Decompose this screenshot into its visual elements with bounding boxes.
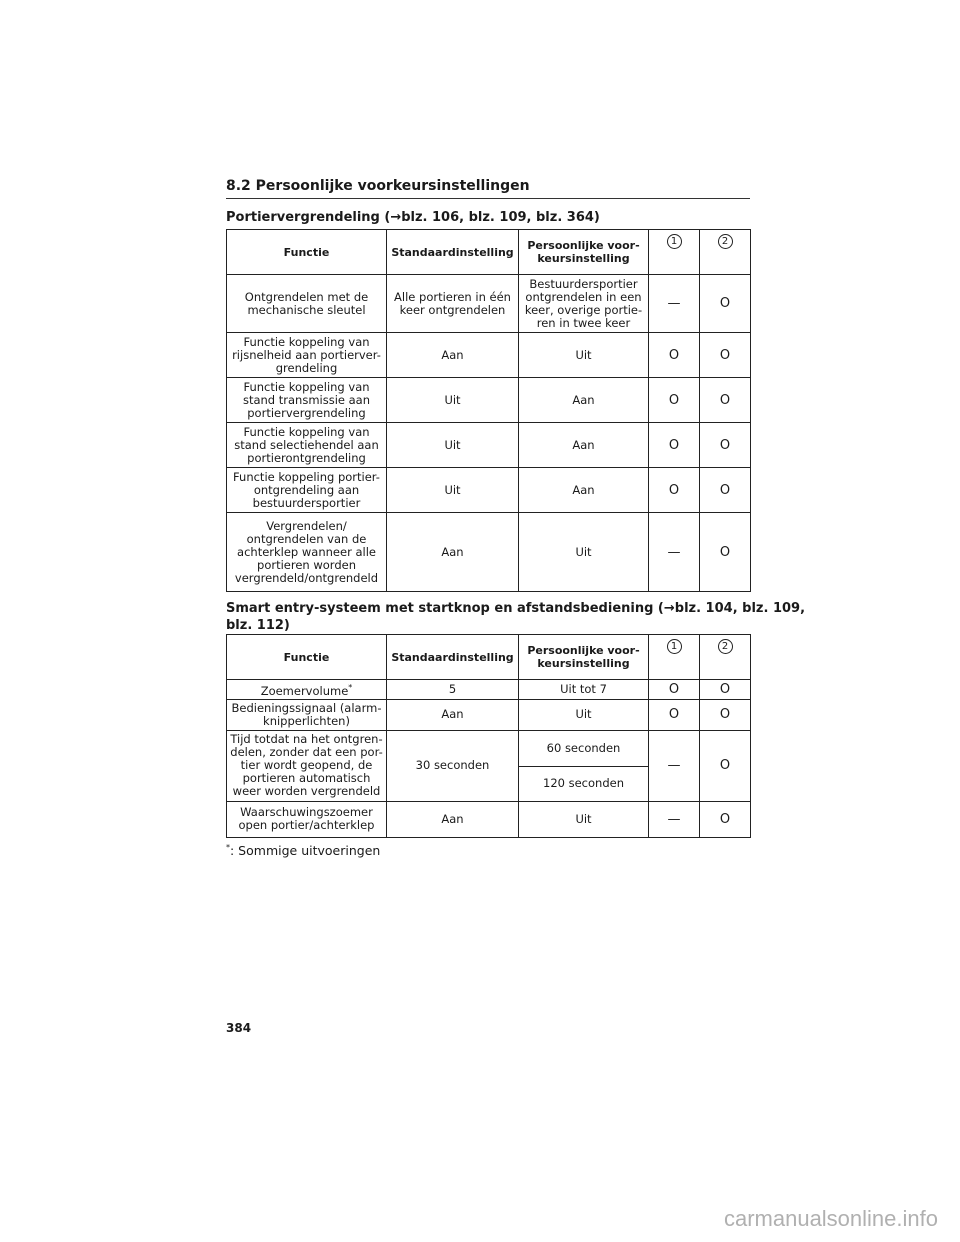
cell-functie: Vergrendelen/ ontgrendelen van de achterklep wanneer alle portieren worden vergrendeld/ontgrendeld [227, 513, 387, 592]
cell-functie: Functie koppeling van rijsnelheid aan portierver- grendeling [227, 333, 387, 378]
cell-standaard: Aan [387, 699, 519, 730]
footnote-marker: * [348, 683, 353, 692]
header-functie: Functie [227, 635, 387, 680]
cell-persoonlijk: Aan [519, 468, 649, 513]
cell-col1: O [649, 699, 700, 730]
footnote [226, 843, 380, 858]
cell-functie: Functie koppeling portier- ontgrendeling aan bestuurdersportier [227, 468, 387, 513]
circled-number-2-icon: 2 [718, 234, 733, 249]
cell-persoonlijk: Bestuurdersportier ontgrendelen in een keer, overige portie- ren in twee keer [519, 275, 649, 333]
watermark: carmanualsonline.info [723, 1206, 938, 1231]
cell-col1: — [649, 730, 700, 801]
header-column-2 [700, 635, 751, 680]
table-smart-entry [226, 634, 751, 838]
table-row [227, 730, 751, 766]
cell-col2: O [700, 513, 751, 592]
cell-col2: O [700, 423, 751, 468]
cell-persoonlijk: Uit [519, 333, 649, 378]
cell-col2: O [700, 378, 751, 423]
cell-persoonlijk: Uit [519, 699, 649, 730]
table2-title: Smart entry-systeem met startknop en afstandsbediening (→blz. 104, blz. 109, blz. 112) [226, 601, 806, 633]
header-standaardinstelling: Standaardinstelling [387, 635, 519, 680]
cell-standaard: Uit [387, 378, 519, 423]
cell-standaard: 30 seconden [387, 730, 519, 801]
cell-persoonlijk: Uit [519, 513, 649, 592]
table-row [227, 468, 751, 513]
table-row [227, 680, 751, 700]
cell-standaard: Alle portieren in één keer ontgrendelen [387, 275, 519, 333]
page-number: 384 [226, 1021, 252, 1035]
cell-standaard: Uit [387, 423, 519, 468]
cell-functie: Ontgrendelen met de mechanische sleutel [227, 275, 387, 333]
cell-functie [227, 680, 387, 700]
zoemervolume-label: Zoemervolume [260, 683, 349, 698]
cell-persoonlijk: Aan [519, 378, 649, 423]
table-row [227, 699, 751, 730]
cell-standaard: Uit [387, 468, 519, 513]
table-row [227, 423, 751, 468]
cell-standaard: Aan [387, 801, 519, 837]
cell-standaard: 5 [387, 680, 519, 700]
cell-col1: O [649, 423, 700, 468]
table-row [227, 378, 751, 423]
section-header: 8.2 Persoonlijke voorkeursinstellingen [226, 178, 750, 199]
cell-functie: Waarschuwingszoemer open portier/achterklep [227, 801, 387, 837]
cell-functie: Functie koppeling van stand transmissie aan portiervergrendeling [227, 378, 387, 423]
header-column-1 [649, 635, 700, 680]
cell-functie: Tijd totdat na het ontgren- delen, zonder dat een por- tier wordt geopend, de portieren automatisch weer worden vergrendeld [227, 730, 387, 801]
header-column-2 [700, 230, 751, 275]
header-persoonlijke-voorkeursinstelling: Persoonlijke voor- keursinstelling [519, 635, 649, 680]
table-row [227, 275, 751, 333]
header-standaardinstelling: Standaardinstelling [387, 230, 519, 275]
cell-col1: O [649, 468, 700, 513]
table-row [227, 333, 751, 378]
header-functie: Functie [227, 230, 387, 275]
cell-col1: — [649, 513, 700, 592]
header-persoonlijke-voorkeursinstelling: Persoonlijke voor- keursinstelling [519, 230, 649, 275]
cell-col2: O [700, 468, 751, 513]
table1-header-row [227, 230, 751, 275]
cell-col1: — [649, 801, 700, 837]
cell-persoonlijk: Uit tot 7 [519, 680, 649, 700]
table1-title: Portiervergrendeling (→blz. 106, blz. 109, blz. 364) [226, 210, 600, 225]
footnote-marker: * [226, 843, 230, 852]
cell-col2: O [700, 801, 751, 837]
cell-col2: O [700, 730, 751, 801]
cell-standaard: Aan [387, 513, 519, 592]
cell-col2: O [700, 333, 751, 378]
cell-col2: O [700, 680, 751, 700]
cell-col2: O [700, 275, 751, 333]
circled-number-1-icon: 1 [667, 639, 682, 654]
cell-col1: O [649, 378, 700, 423]
cell-persoonlijk: Uit [519, 801, 649, 837]
cell-col1: O [649, 680, 700, 700]
footnote-text: : Sommige uitvoeringen [230, 843, 381, 859]
circled-number-1-icon: 1 [667, 234, 682, 249]
table2-header-row [227, 635, 751, 680]
cell-col2: O [700, 699, 751, 730]
cell-persoonlijk-option: 60 seconden [519, 730, 649, 766]
cell-persoonlijk: Aan [519, 423, 649, 468]
cell-col1: O [649, 333, 700, 378]
circled-number-2-icon: 2 [718, 639, 733, 654]
cell-functie: Functie koppeling van stand selectiehendel aan portierontgrendeling [227, 423, 387, 468]
cell-persoonlijk-option: 120 seconden [519, 766, 649, 801]
table-portiervergrendeling [226, 229, 751, 592]
cell-standaard: Aan [387, 333, 519, 378]
cell-functie: Bedieningssignaal (alarm- knipperlichten) [227, 699, 387, 730]
header-column-1 [649, 230, 700, 275]
cell-col1: — [649, 275, 700, 333]
table-row [227, 801, 751, 837]
table-row [227, 513, 751, 592]
